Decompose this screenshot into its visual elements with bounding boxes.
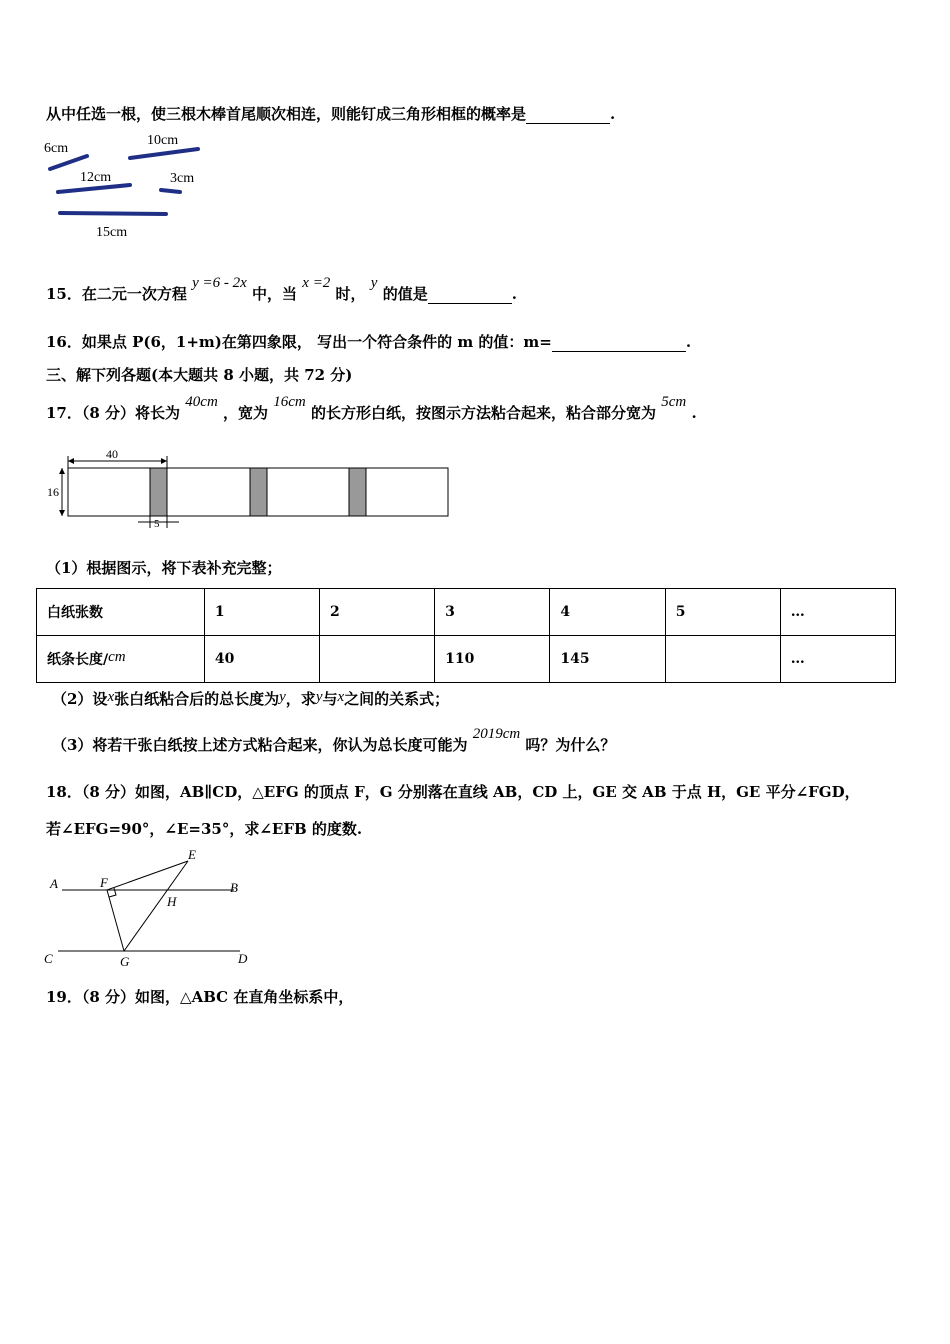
q16-answer-blank[interactable] [552,333,686,352]
label-C: C [44,951,53,966]
table-header-cell: 纸条长度/cm [37,636,205,683]
q16-line [46,331,691,352]
q15-line [46,275,517,304]
q18-line1: 18．（8 分）如图，AB∥CD，△EFG 的顶点 F，G 分别落在直线 AB，CD 上，GE 交 AB 于点 H，GE 平分∠FGD， [46,783,860,801]
stick-3cm-label: 3cm [170,171,195,186]
q16-end: . [685,333,692,351]
q17-part3: （3）将若干张白纸按上述方式粘合起来，你认为总长度可能为 2019cm 吗？为什么？ [52,726,616,754]
label-A: A [50,876,58,891]
q16-text: 16．如果点 P(6，1+m)在第四象限， 写出一个符合条件的 m 的值：m= [46,333,552,351]
q15-mid1: 中，当 [252,285,298,303]
table-cell: 1 [204,589,319,636]
q17-overlap: 5cm [661,394,687,410]
stick-6cm-label: 6cm [44,141,69,156]
unit-cm: cm [108,649,126,665]
q14-end: . [610,105,616,123]
q17-table [36,588,896,683]
stick-15cm [60,213,166,240]
fig-bottom-dimension: 5 [154,518,160,530]
stick-15cm-label: 15cm [96,225,128,240]
table-cell: 3 [435,589,550,636]
q17-part2: （2）设x张白纸粘合后的总长度为y，求y与x之间的关系式； [52,689,450,708]
fig-top-dimension: 40 [106,447,118,461]
q15-num: 15．在二元一次方程 [46,285,187,303]
q15-var: y [370,275,378,291]
stick-6cm [44,141,87,169]
q17-part1: （1）根据图示，将下表补充完整； [46,559,282,577]
q15-condition: x =2 [302,275,331,291]
table-cell: … [780,636,895,683]
q17-line [46,394,697,423]
q14-line [46,103,615,124]
q17-num: 17．（8 分）将长为 [46,404,181,422]
q15-tail: 的值是 [382,285,428,303]
table-row [37,636,896,683]
table-cell: 40 [204,636,319,683]
stick-12cm [58,170,130,192]
q17-width: 16cm [273,394,306,410]
q14-text: 从中任选一根，使三根木棒首尾顺次相连，则能钉成三角形相框的概率是 [46,105,527,123]
q17-mid1: ，宽为 [223,404,269,422]
stick-10cm [130,133,198,158]
table-cell: 4 [550,589,665,636]
q18-geometry-figure [40,845,270,975]
table-cell: 2 [320,589,435,636]
table-cell: 110 [435,636,550,683]
label-E: E [188,847,196,862]
q17-mid2: 的长方形白纸，按图示方法粘合起来，粘合部分宽为 [311,404,657,422]
q14-answer-blank[interactable] [526,105,610,124]
label-G: G [120,954,130,969]
label-D: D [238,951,248,966]
fig-side-dimension: 16 [47,485,59,499]
table-cell: … [780,589,895,636]
stick-12cm-label: 12cm [80,170,112,185]
q15-end: . [511,285,517,303]
label-B: B [230,880,238,895]
table-cell: 5 [665,589,780,636]
table-row [37,589,896,636]
table-cell-blank[interactable] [665,636,780,683]
q15-answer-blank[interactable] [428,285,512,304]
section-3-heading: 三、解下列各题(本大题共 8 小题，共 72 分) [46,366,353,384]
q19-line: 19．（8 分）如图，△ABC 在直角坐标系中， [46,988,354,1006]
table-cell: 145 [550,636,665,683]
q14-sticks-figure [40,128,220,243]
q18-line2: 若∠EFG=90°，∠E=35°，求∠EFB 的度数. [46,820,363,838]
overlap-3 [349,468,366,516]
q17-paper-strip-figure [44,444,456,534]
q17-end: . [691,404,697,422]
label-H: H [167,894,177,909]
q17-2019cm: 2019cm [472,726,521,742]
q15-mid2: 时， [335,285,366,303]
overlap-1 [150,468,167,516]
stick-10cm-label: 10cm [147,133,179,148]
label-F: F [100,875,108,890]
overlap-2 [250,468,267,516]
q17-length: 40cm [185,394,218,410]
q15-equation: y =6 - 2x [192,275,247,291]
table-header-cell: 白纸张数 [37,589,205,636]
stick-3cm [161,171,194,192]
table-cell-blank[interactable] [320,636,435,683]
